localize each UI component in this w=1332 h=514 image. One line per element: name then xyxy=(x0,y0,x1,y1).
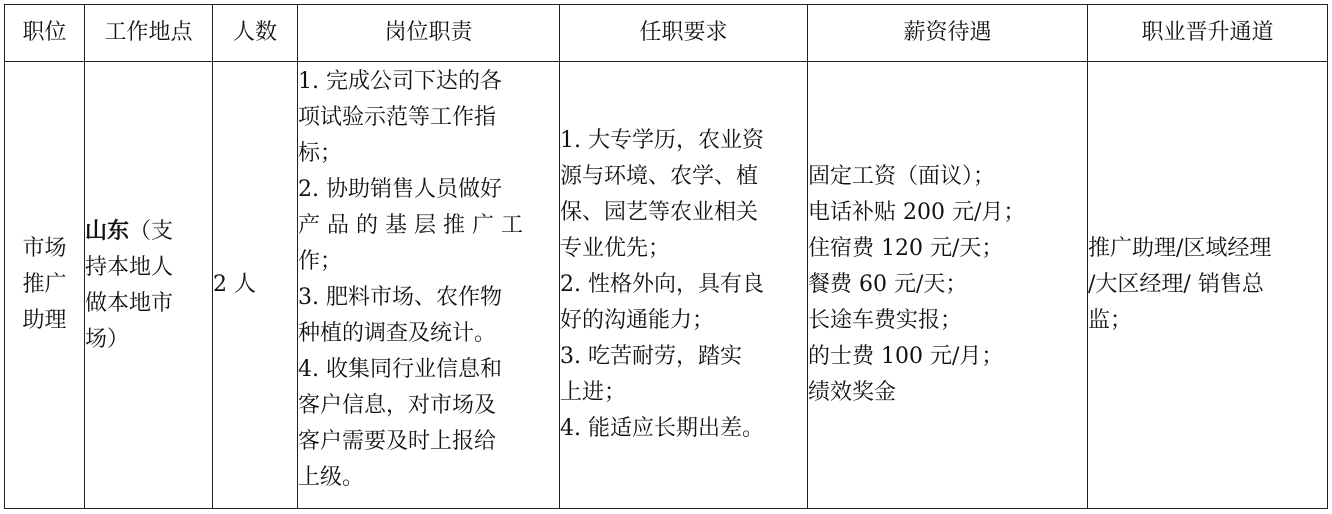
duties-line: 上级。 xyxy=(298,465,365,490)
duties-line: 客户需要及时上报给 xyxy=(298,429,497,454)
location-line: 场） xyxy=(85,326,130,352)
compensation-line: 住宿费 120 元/天； xyxy=(808,236,1004,261)
location-first-line xyxy=(85,213,212,250)
requirements-line: 4. 能适应长期出差。 xyxy=(560,416,764,441)
location-line: 持本地人 xyxy=(85,254,174,280)
requirements-line: 专业优先； xyxy=(560,236,671,261)
requirements-cell xyxy=(560,62,808,509)
location-line: 做本地市 xyxy=(85,290,174,316)
duties-line: 4. 收集同行业信息和 xyxy=(298,357,502,382)
header-requirements: 任职要求 xyxy=(560,5,808,62)
job-posting-table xyxy=(4,4,1328,509)
requirements-line: 上进； xyxy=(560,380,627,405)
compensation-line: 固定工资（面议）； xyxy=(808,164,996,189)
duties-list xyxy=(298,62,559,496)
requirements-line: 1. 大专学历，农业资 xyxy=(560,128,764,153)
career-path-cell xyxy=(1088,62,1328,509)
position-line: 助理 xyxy=(22,308,67,333)
location-cell xyxy=(85,62,213,509)
duties-cell xyxy=(298,62,560,509)
requirements-line: 2. 性格外向，具有良 xyxy=(560,272,764,297)
compensation-line: 的士费 100 元/月； xyxy=(808,344,1004,369)
duties-line: 项试验示范等工作指 xyxy=(298,105,497,130)
header-career-path: 职业晋升通道 xyxy=(1088,5,1328,62)
compensation-line: 电话补贴 200 元/月； xyxy=(808,200,1026,225)
header-location: 工作地点 xyxy=(85,5,213,62)
duties-line: 客户信息，对市场及 xyxy=(298,393,497,418)
location-note-start: （支 xyxy=(129,218,174,244)
compensation-line: 绩效奖金 xyxy=(808,380,897,405)
duties-line: 2. 协助销售人员做好 xyxy=(298,177,502,202)
position-cell xyxy=(5,62,85,509)
duties-line: 种植的调查及统计。 xyxy=(298,321,497,346)
requirements-line: 3. 吃苦耐劳，踏实 xyxy=(560,344,742,369)
duties-line: 产 品 的 基 层 推 广 工 xyxy=(298,213,523,238)
headcount-cell xyxy=(213,62,298,509)
header-row xyxy=(5,5,1328,62)
header-compensation: 薪资待遇 xyxy=(808,5,1088,62)
position-line: 市场 xyxy=(22,236,67,261)
requirements-line: 好的沟通能力； xyxy=(560,308,715,333)
career-path-line: 监； xyxy=(1088,308,1133,333)
career-path-line: /大区经理/ 销售总 xyxy=(1088,272,1264,297)
duties-line: 标； xyxy=(298,141,343,166)
compensation-line: 长途车费实报； xyxy=(808,308,963,333)
compensation-cell xyxy=(808,62,1088,509)
position-line: 推广 xyxy=(22,272,67,297)
header-position: 职位 xyxy=(5,5,85,62)
duties-line: 1. 完成公司下达的各 xyxy=(298,69,502,94)
compensation-line: 餐费 60 元/天； xyxy=(808,272,968,297)
duties-line: 3. 肥料市场、农作物 xyxy=(298,285,502,310)
requirements-line: 保、园艺等农业相关 xyxy=(560,200,759,225)
header-headcount: 人数 xyxy=(213,5,298,62)
header-duties: 岗位职责 xyxy=(298,5,560,62)
location-province: 山东 xyxy=(85,217,130,244)
job-row xyxy=(5,62,1328,509)
headcount-value: 2 人 xyxy=(213,272,256,297)
requirements-line: 源与环境、农学、植 xyxy=(560,164,759,189)
duties-line: 作； xyxy=(298,249,343,274)
career-path-line: 推广助理/区域经理 xyxy=(1088,236,1272,261)
